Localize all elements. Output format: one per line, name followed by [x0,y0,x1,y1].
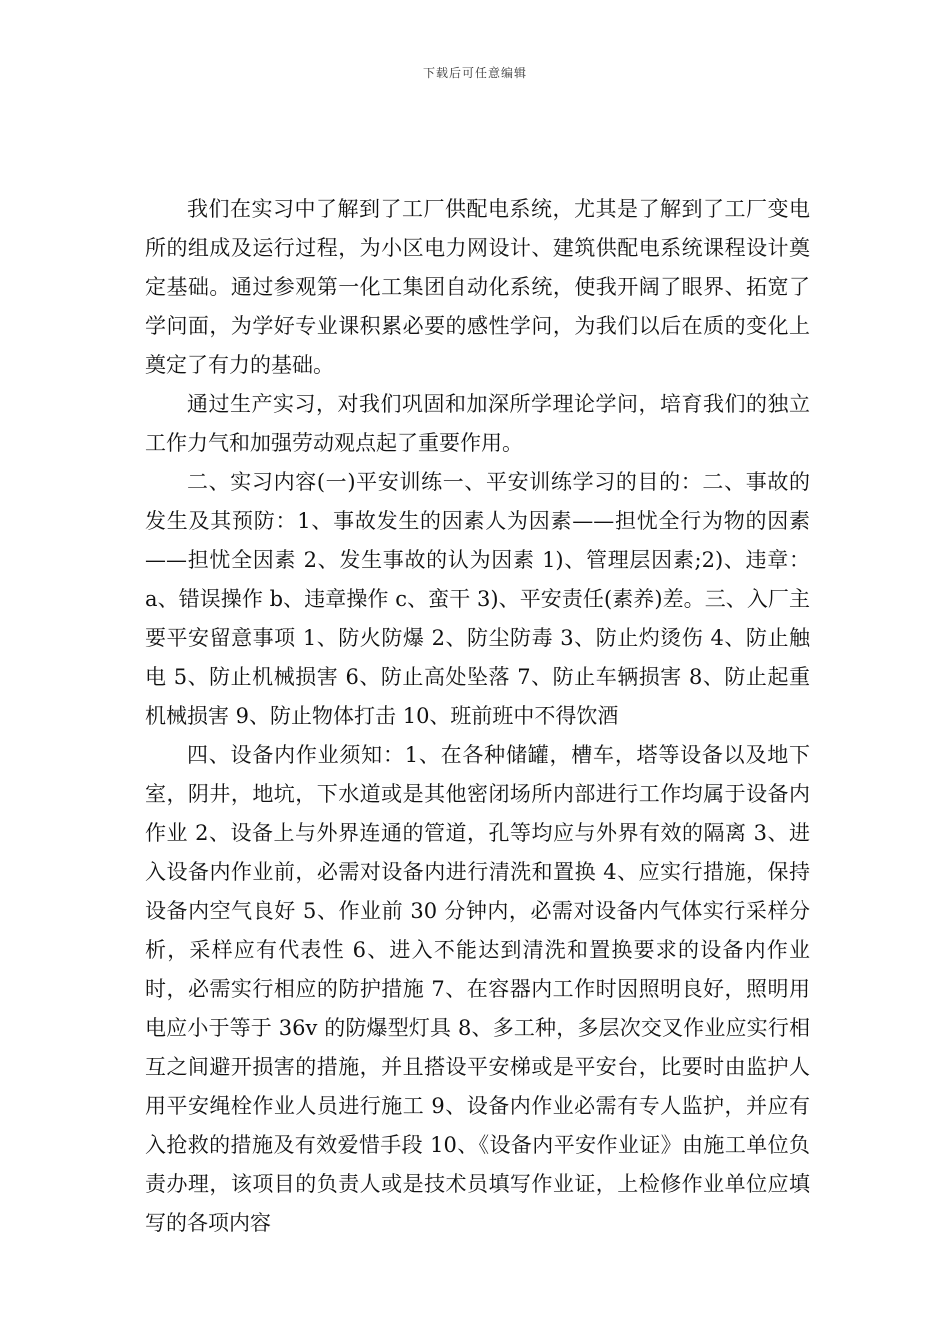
paragraph: 四、设备内作业须知：1、在各种储罐，槽车，塔等设备以及地下室，阴井，地坑，下水道或是其他密闭场所内部进行工作均属于设备内作业 2、设备上与外界连通的管道，孔等均应与外界有效的隔离 3、进入设备内作业前，必需对设备内进行清洗和置换 4、应实行措施，保持设备内空气良好 5、作业前 30 分钟内，必需对设备内气体实行采样分析，采样应有代表性 6、进入不能达到清洗和置换要求的设备内作业时，必需实行相应的防护措施 7、在容器内工作时因照明良好，照明用电应小于等于 36v 的防爆型灯具 8、多工种，多层次交叉作业应实行相互之间避开损害的措施，并且搭设平安梯或是平安台，比要时由监护人用平安绳栓作业人员进行施工 9、设备内作业必需有专人监护，并应有入抢救的措施及有效爱惜手段 10、《设备内平安作业证》由施工单位负责办理，该项目的负责人或是技术员填写作业证，上检修作业单位应填写的各项内容 [145,743,810,1235]
paragraph: 二、实习内容(一)平安训练一、平安训练学习的目的：二、事故的发生及其预防：1、事故发生的因素人为因素——担忧全行为物的因素——担忧全因素 2、发生事故的认为因素 1)、管理层因素;2)、违章：a、错误操作 b、违章操作 c、蛮干 3)、平安责任(素养)差。三、入厂主要平安留意事项 1、防火防爆 2、防尘防毒 3、防止灼烫伤 4、防止触电 5、防止机械损害 6、防止高处坠落 7、防止车辆损害 8、防止起重机械损害 9、防止物体打击 10、班前班中不得饮酒 [145,470,810,728]
page-header: 下载后可任意编辑 [422,66,527,80]
paragraph: 通过生产实习，对我们巩固和加深所学理论学问，培育我们的独立工作力气和加强劳动观点起了重要作用。 [145,392,810,455]
paragraph: 我们在实习中了解到了工厂供配电系统，尤其是了解到了工厂变电所的组成及运行过程，为小区电力网设计、建筑供配电系统课程设计奠定基础。通过参观第一化工集团自动化系统，使我开阔了眼界、拓宽了学问面，为学好专业课积累必要的感性学问，为我们以后在质的变化上奠定了有力的基础。 [145,197,810,377]
document-body [145,190,810,1243]
